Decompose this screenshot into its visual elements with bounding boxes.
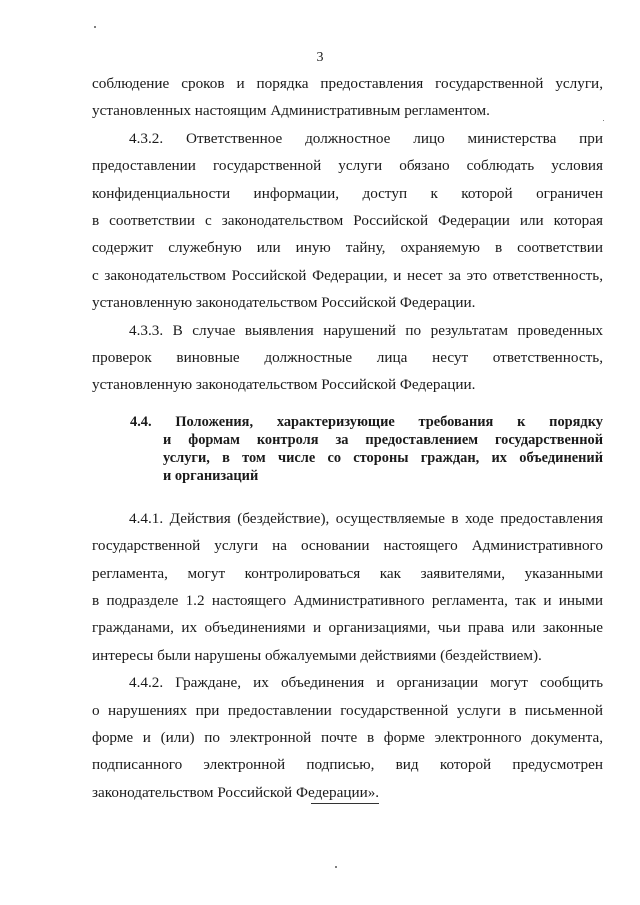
text-line: установленную законодательством Российской Федерации. <box>92 376 476 394</box>
scan-speck <box>603 120 604 121</box>
text-line: проверок виновные должностные лица несут ответственность, <box>92 349 603 367</box>
text-line: предоставлении государственной услуги обязано соблюдать условия <box>92 157 603 175</box>
paragraph-4-4-1 <box>92 505 603 669</box>
text-line: 4.3.3. В случае выявления нарушений по результатам проведенных <box>129 321 603 339</box>
heading-line: и организаций <box>163 468 259 485</box>
text-line: государственной услуги на основании настоящего Административного <box>92 537 603 555</box>
scan-speck <box>335 866 337 868</box>
text-line: форме и (или) по электронной почте в форме электронного документа, <box>92 728 603 746</box>
text-line: 4.4.1. Действия (бездействие), осуществляемые в ходе предоставления <box>129 509 603 527</box>
text-line: соблюдение сроков и порядка предоставления государственной услуги, <box>92 75 603 92</box>
text-line: в подразделе 1.2 настоящего Административного регламента, так и иными <box>92 591 603 609</box>
text-line: гражданами, их объединениями и организациями, чьи права или законные <box>92 619 603 637</box>
text-line: с законодательством Российской Федерации, и несет за это ответственность, <box>92 266 603 284</box>
text-line: 4.4.2. Граждане, их объединения и организации могут сообщить <box>129 674 603 692</box>
text-line: законодательством Российской Федерации». <box>92 783 380 801</box>
page-number: 3 <box>316 50 324 65</box>
paragraph-4-3-2 <box>92 125 603 317</box>
heading-line: 4.4. Положения, характеризующие требования к порядку <box>130 413 603 430</box>
paragraph-continuation <box>92 70 603 125</box>
scan-speck <box>94 26 96 28</box>
text-line: установленных настоящим Административным регламентом. <box>92 102 490 120</box>
text-line: подписанного электронной подписью, вид которой предусмотрен <box>92 756 603 774</box>
text-line: содержит служебную или иную тайну, охраняемую в соответствии <box>92 239 603 257</box>
heading-line: услуги, в том числе со стороны граждан, их объединений <box>163 450 603 467</box>
text-line: 4.3.2. Ответственное должностное лицо министерства при <box>129 129 603 147</box>
text-line: интересы были нарушены обжалуемыми действиями (бездействием). <box>92 646 542 664</box>
section-heading <box>130 413 603 486</box>
paragraph-4-3-3 <box>92 317 603 399</box>
text-line: конфиденциальности информации, доступ к которой ограничен <box>92 184 603 202</box>
text-line: регламента, могут контролироваться как заявителями, указанными <box>92 564 603 582</box>
text-line: о нарушениях при предоставлении государственной услуги в письменной <box>92 701 603 719</box>
document-body <box>92 70 603 806</box>
paragraph-4-4-2 <box>92 669 603 806</box>
heading-line: и формам контроля за предоставлением государственной <box>163 432 603 449</box>
end-rule <box>311 803 379 804</box>
text-line: в соответствии с законодательством Российской Федерации или которая <box>92 212 603 230</box>
text-line: установленную законодательством Российской Федерации. <box>92 294 476 312</box>
